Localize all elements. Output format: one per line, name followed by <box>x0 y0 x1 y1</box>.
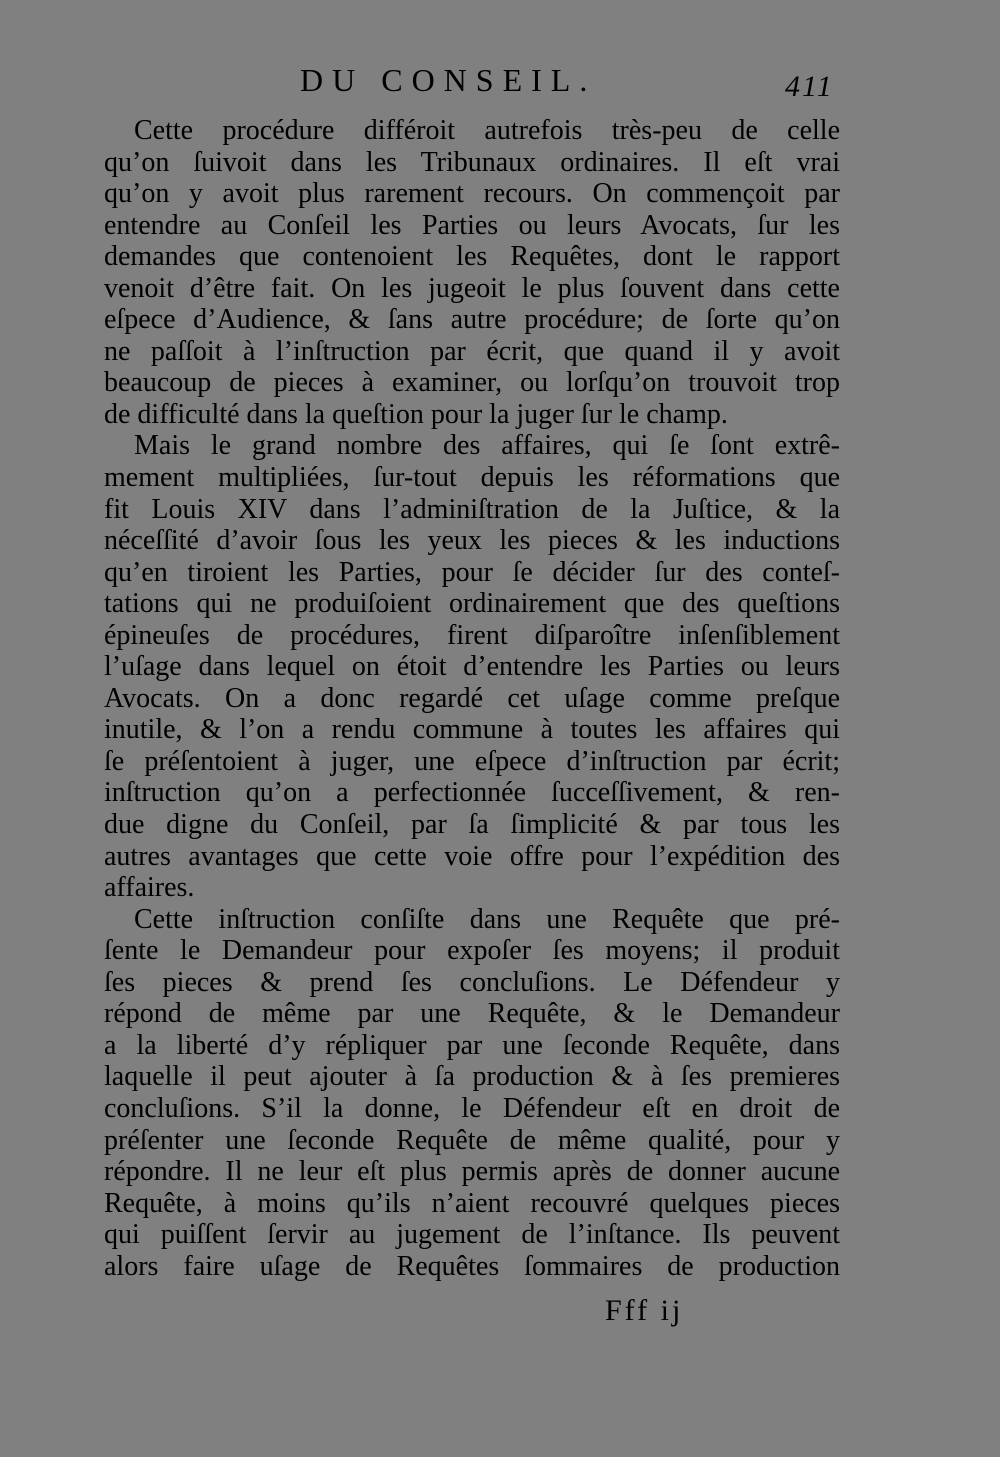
text-line: qu’en tiroient les Parties, pour ſe décider ſur des conteſ- <box>104 556 840 588</box>
text-line: préſenter une ſeconde Requête de même qualité, pour y <box>104 1124 840 1156</box>
text-line: mement multipliées, ſur-tout depuis les réformations que <box>104 462 840 494</box>
text-line: due digne du Conſeil, par ſa ſimplicité & par tous les <box>104 809 840 841</box>
page-number: 411 <box>785 70 834 103</box>
text-line: eſpece d’Audience, & ſans autre procédure; de ſorte qu’on <box>104 304 840 336</box>
text-line: fit Louis XIV dans l’adminiſtration de la Juſtice, & la <box>104 493 840 525</box>
body-text <box>104 115 840 1282</box>
text-line: de difficulté dans la queſtion pour la juger ſur le champ. <box>104 398 728 430</box>
text-line: Requête, à moins qu’ils n’aient recouvré quelques pieces <box>104 1187 840 1219</box>
text-line: ſes pieces & prend ſes concluſions. Le Défendeur y <box>104 966 840 998</box>
text-line: Mais le grand nombre des affaires, qui ſe ſont extrê- <box>134 430 840 462</box>
text-line: épineuſes de procédures, firent diſparoître inſenſiblement <box>104 619 840 651</box>
text-line: venoit d’être fait. On les jugeoit le plus ſouvent dans cette <box>104 272 840 304</box>
running-head: DU CONSEIL. <box>300 62 597 98</box>
text-line: Cette inſtruction conſiſte dans une Requête que pré- <box>134 903 840 935</box>
signature-mark: Fff ij <box>605 1294 684 1327</box>
text-line: ſente le Demandeur pour expoſer ſes moyens; il produit <box>104 935 840 967</box>
text-line: ſe préſentoient à juger, une eſpece d’inſtruction par écrit; <box>104 745 840 777</box>
text-line: inutile, & l’on a rendu commune à toutes les affaires qui <box>104 714 840 746</box>
text-line: qu’on y avoit plus rarement recours. On commençoit par <box>104 178 840 210</box>
text-line: inſtruction qu’on a perfectionnée ſucceſſivement, & ren- <box>104 777 840 809</box>
text-line: Cette procédure différoit autrefois très-peu de celle <box>134 115 840 146</box>
text-line: demandes que contenoient les Requêtes, dont le rapport <box>104 241 840 273</box>
text-line: qu’on ſuivoit dans les Tribunaux ordinaires. Il eſt vrai <box>104 146 840 178</box>
text-line: a la liberté d’y répliquer par une ſeconde Requête, dans <box>104 1029 840 1061</box>
text-line: beaucoup de pieces à examiner, ou lorſqu’on trouvoit trop <box>104 367 840 399</box>
text-line: autres avantages que cette voie offre pour l’expédition des <box>104 840 840 872</box>
text-line: répondre. Il ne leur eſt plus permis après de donner aucune <box>104 1156 840 1188</box>
text-line: ne paſſoit à l’inſtruction par écrit, que quand il y avoit <box>104 335 840 367</box>
text-line: néceſſité d’avoir ſous les yeux les pieces & les inductions <box>104 525 840 557</box>
text-line: concluſions. S’il la donne, le Défendeur eſt en droit de <box>104 1092 840 1124</box>
text-line: Avocats. On a donc regardé cet uſage comme preſque <box>104 682 840 714</box>
text-line: affaires. <box>104 872 195 904</box>
text-line: entendre au Conſeil les Parties ou leurs Avocats, ſur les <box>104 209 840 241</box>
text-line: qui puiſſent ſervir au jugement de l’inſtance. Ils peuvent <box>104 1219 840 1251</box>
text-line: répond de même par une Requête, & le Demandeur <box>104 998 840 1030</box>
text-line: tations qui ne produiſoient ordinairement que des queſtions <box>104 588 840 620</box>
text-line: laquelle il peut ajouter à ſa production & à ſes premieres <box>104 1061 840 1093</box>
text-line: alors faire uſage de Requêtes ſommaires de production <box>104 1250 840 1282</box>
text-line: l’uſage dans lequel on étoit d’entendre les Parties ou leurs <box>104 651 840 683</box>
